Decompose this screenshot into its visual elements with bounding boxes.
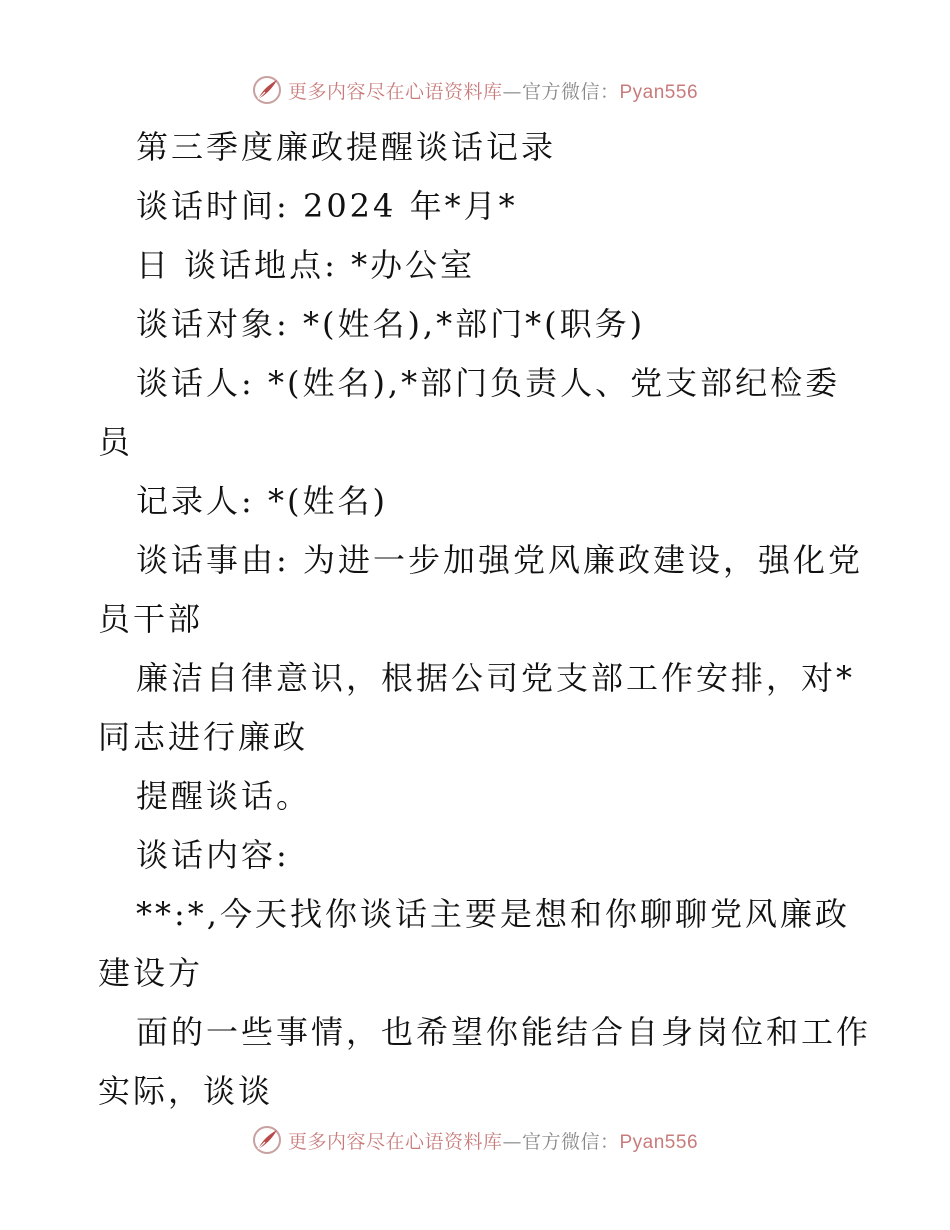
watermark-wechat-id: Pyan556: [619, 81, 699, 103]
doc-line: 谈话时间: 2024 年*月*: [136, 187, 518, 225]
quill-logo-icon: [252, 75, 282, 105]
watermark-main-text: 更多内容尽在心语资料库: [287, 1130, 503, 1153]
doc-line: 谈话对象: *(姓名),*部门*(职务): [136, 305, 646, 343]
doc-line: 员干部: [98, 600, 204, 638]
quill-logo-icon: [252, 1125, 282, 1155]
watermark-wechat-id: Pyan556: [619, 1131, 699, 1153]
doc-line: 实际，谈谈: [98, 1072, 274, 1110]
watermark-dash: —: [502, 80, 522, 103]
doc-line: 提醒谈话。: [136, 777, 312, 815]
watermark-dash: —: [502, 1130, 522, 1153]
doc-line: **:*,今天找你谈话主要是想和你聊聊党风廉政: [136, 895, 850, 933]
doc-line: 廉洁自律意识，根据公司党支部工作安排，对*: [136, 659, 856, 697]
document-body: [98, 118, 872, 1121]
doc-line: 记录人: *(姓名): [136, 482, 388, 520]
doc-title: 第三季度廉政提醒谈话记录: [136, 128, 557, 166]
watermark-text: [288, 1127, 698, 1154]
doc-line: 面的一些事情，也希望你能结合自身岗位和工作: [136, 1013, 872, 1051]
footer-watermark: [0, 1122, 950, 1158]
doc-line: 日 谈话地点: *办公室: [136, 246, 476, 284]
watermark-text: [288, 77, 698, 104]
doc-line: 谈话事由: 为进一步加强党风廉政建设，强化党: [136, 541, 863, 579]
watermark-main-text: 更多内容尽在心语资料库: [287, 80, 503, 103]
header-watermark: [0, 72, 950, 108]
doc-line: 同志进行廉政: [98, 718, 309, 756]
watermark-label: 官方微信：: [521, 1130, 620, 1153]
doc-line: 建设方: [98, 954, 204, 992]
doc-line: 员: [98, 423, 134, 461]
watermark-label: 官方微信：: [521, 80, 620, 103]
doc-line: 谈话内容:: [136, 836, 290, 874]
doc-line: 谈话人: *(姓名),*部门负责人、党支部纪检委: [136, 364, 841, 402]
